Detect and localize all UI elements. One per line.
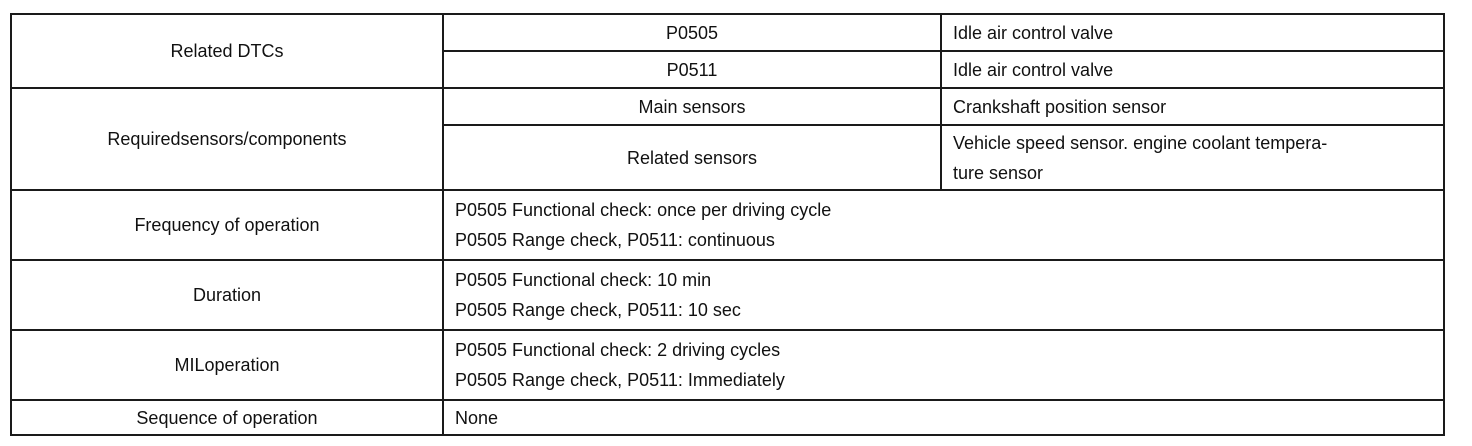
duration-label: Duration — [11, 260, 443, 330]
duration-value — [443, 260, 1444, 330]
required-sensors-label: Requiredsensors/components — [11, 88, 443, 190]
frequency-label: Frequency of operation — [11, 190, 443, 260]
mil-operation-value-line: P0505 Functional check: 2 driving cycles — [455, 340, 781, 360]
dtc-spec-table — [10, 13, 1445, 436]
frequency-value-line: P0505 Functional check: once per driving cycle — [455, 200, 832, 220]
table-row-related-dtc-1 — [11, 14, 1444, 51]
mil-operation-value — [443, 330, 1444, 400]
frequency-value-line: P0505 Range check, P0511: continuous — [455, 230, 775, 250]
table-row-main-sensors — [11, 88, 1444, 125]
mil-operation-value-line: P0505 Range check, P0511: Immediately — [455, 370, 785, 390]
related-sensors-value — [941, 125, 1444, 190]
dtc-description: Idle air control valve — [941, 14, 1444, 51]
main-sensors-value: Crankshaft position sensor — [941, 88, 1444, 125]
related-dtcs-label: Related DTCs — [11, 14, 443, 88]
related-sensors-value-line: Vehicle speed sensor. engine coolant tempera- — [953, 132, 1328, 153]
dtc-code: P0505 — [443, 14, 941, 51]
table-row-duration — [11, 260, 1444, 330]
dtc-code: P0511 — [443, 51, 941, 88]
sequence-value: None — [443, 400, 1444, 435]
table-row-mil-operation — [11, 330, 1444, 400]
dtc-description: Idle air control valve — [941, 51, 1444, 88]
mil-operation-label: MILoperation — [11, 330, 443, 400]
duration-value-line: P0505 Functional check: 10 min — [455, 270, 712, 290]
sequence-label: Sequence of operation — [11, 400, 443, 435]
duration-value-line: P0505 Range check, P0511: 10 sec — [455, 300, 741, 320]
frequency-value — [443, 190, 1444, 260]
table-row-frequency — [11, 190, 1444, 260]
related-sensors-value-line: ture sensor — [953, 162, 1044, 183]
main-sensors-label: Main sensors — [443, 88, 941, 125]
related-sensors-label: Related sensors — [443, 125, 941, 190]
table-row-sequence — [11, 400, 1444, 435]
